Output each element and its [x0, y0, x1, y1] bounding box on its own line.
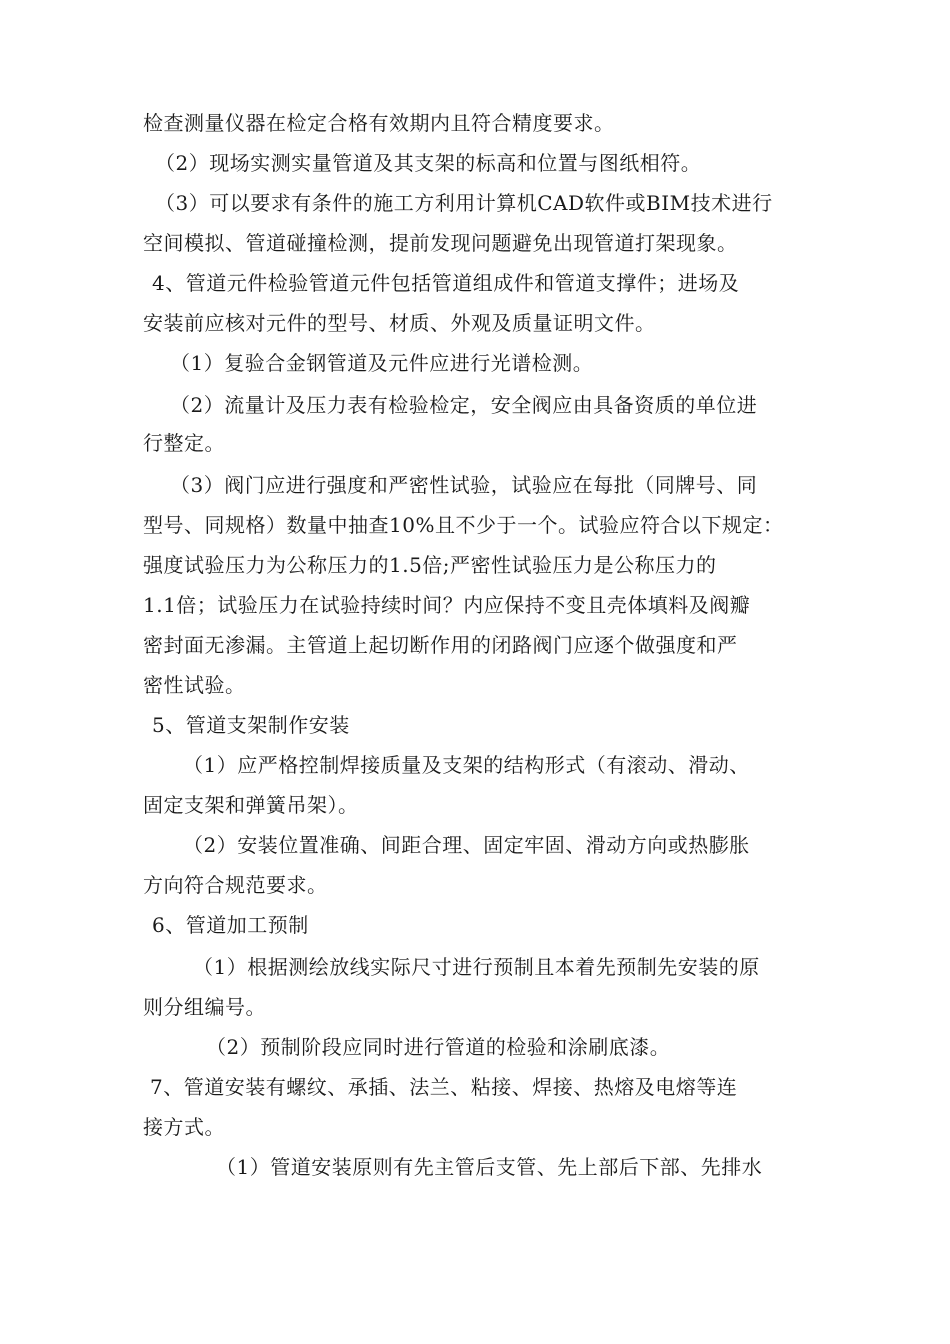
text-line: 接方式。	[143, 1115, 225, 1139]
text-line: （3）阀门应进行强度和严密性试验，试验应在每批（同牌号、同	[170, 473, 758, 497]
text-line: 空间模拟、管道碰撞检测，提前发现问题避免出现管道打架现象。	[143, 231, 738, 255]
text-line: （1）根据测绘放线实际尺寸进行预制且本着先预制先安装的原	[193, 955, 760, 979]
text-line: 则分组编号。	[143, 995, 266, 1019]
text-line: 密性试验。	[143, 673, 246, 697]
text-line: 强度试验压力为公称压力的1.5倍;严密性试验压力是公称压力的	[143, 553, 717, 577]
text-line: （2）流量计及压力表有检验检定，安全阀应由具备资质的单位进	[170, 393, 758, 417]
text-line: 固定支架和弹簧吊架）。	[143, 793, 359, 817]
text-line: 方向符合规范要求。	[143, 873, 328, 897]
section-heading: 7、管道安装有螺纹、承插、法兰、粘接、焊接、热熔及电熔等连	[150, 1075, 738, 1099]
text-line: （1）复验合金钢管道及元件应进行光谱检测。	[170, 351, 594, 375]
text-line: （2）安装位置准确、间距合理、固定牢固、滑动方向或热膨胀	[183, 833, 750, 857]
text-line: 1.1倍；试验压力在试验持续时间？内应保持不变且壳体填料及阀瓣	[143, 593, 751, 617]
text-line: （2）现场实测实量管道及其支架的标高和位置与图纸相符。	[155, 151, 702, 175]
section-heading: 6、管道加工预制	[152, 913, 309, 937]
text-line: 密封面无渗漏。主管道上起切断作用的闭路阀门应逐个做强度和严	[143, 633, 738, 657]
text-line: 行整定。	[143, 431, 225, 455]
text-line: 检查测量仪器在检定合格有效期内且符合精度要求。	[143, 111, 615, 135]
text-line: （2）预制阶段应同时进行管道的检验和涂刷底漆。	[206, 1035, 671, 1059]
section-heading: 4、管道元件检验管道元件包括管道组成件和管道支撑件；进场及	[152, 271, 740, 295]
text-line: 型号、同规格）数量中抽查10%且不少于一个。试验应符合以下规定：	[143, 513, 784, 537]
text-line: （1）管道安装原则有先主管后支管、先上部后下部、先排水	[216, 1155, 763, 1179]
text-line: （1）应严格控制焊接质量及支架的结构形式（有滚动、滑动、	[183, 753, 750, 777]
section-heading: 5、管道支架制作安装	[152, 713, 350, 737]
text-line: 安装前应核对元件的型号、材质、外观及质量证明文件。	[143, 311, 656, 335]
text-line: （3）可以要求有条件的施工方利用计算机CAD软件或BIM技术进行	[155, 191, 773, 215]
